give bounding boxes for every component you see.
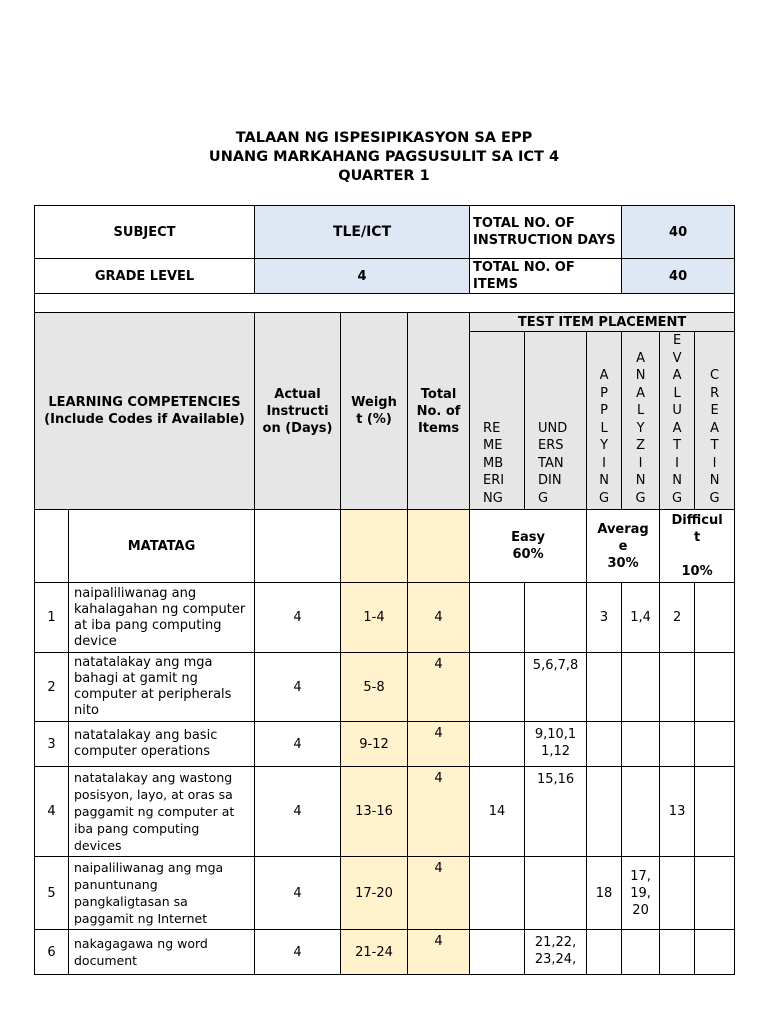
section-days-cell [255,510,341,583]
section-name: MATATAG [69,510,255,583]
items-cell: 4 [408,767,470,857]
weight-cell: 9-12 [341,722,408,767]
creating-cell [695,930,735,975]
remembering-cell: 14 [470,767,525,857]
analyzing-cell: 17, 19, 20 [622,857,660,930]
subject-label: SUBJECT [35,206,255,259]
table-row [35,722,735,767]
evaluating-cell [660,930,695,975]
understanding-cell [525,583,587,653]
analyzing-cell [622,722,660,767]
understanding-cell: 21,22, 23,24, [525,930,587,975]
analyzing-cell [622,653,660,722]
applying-cell: 3 [587,583,622,653]
evaluating-header: E V A L U A T I N G [660,332,695,510]
grade-value: 4 [255,259,470,294]
applying-header: A P P L Y I N G [587,332,622,510]
subject-value: TLE/ICT [255,206,470,259]
weight-cell: 5-8 [341,653,408,722]
table-row [35,653,735,722]
analyzing-cell: 1,4 [622,583,660,653]
analyzing-cell [622,767,660,857]
items-cell: 4 [408,857,470,930]
row-number: 3 [35,722,69,767]
items-cell: 4 [408,653,470,722]
items-label: TOTAL NO. OF ITEMS [470,259,622,294]
row-number: 1 [35,583,69,653]
competencies-header: LEARNING COMPETENCIES (Include Codes if Available) [35,313,255,510]
row-number: 4 [35,767,69,857]
section-no-cell [35,510,69,583]
info-row-subject [35,206,735,259]
weight-cell: 17-20 [341,857,408,930]
evaluating-cell: 13 [660,767,695,857]
days-cell: 4 [255,767,341,857]
understanding-cell: 15,16 [525,767,587,857]
average-label: Averag e 30% [587,510,660,583]
grade-label: GRADE LEVEL [35,259,255,294]
table-of-specifications [34,205,735,975]
table-row [35,767,735,857]
section-row [35,510,735,583]
row-number: 5 [35,857,69,930]
competency-text: natatalakay ang mga bahagi at gamit ng computer at peripherals nito [69,653,255,722]
analyzing-cell [622,930,660,975]
section-weight-cell [341,510,408,583]
understanding-header: UND ERS TAN DIN G [525,332,587,510]
competency-text: naipaliliwanag ang kahalagahan ng computer at iba pang computing device [69,583,255,653]
creating-cell [695,722,735,767]
remembering-cell [470,857,525,930]
creating-cell [695,653,735,722]
understanding-cell [525,857,587,930]
days-cell: 4 [255,583,341,653]
easy-label: Easy 60% [470,510,587,583]
spacer-cell [35,294,735,313]
row-number: 6 [35,930,69,975]
evaluating-cell [660,722,695,767]
weight-header: Weigh t (%) [341,313,408,510]
analyzing-header: A N A L Y Z I N G [622,332,660,510]
header-row-1 [35,313,735,332]
evaluating-cell [660,653,695,722]
row-number: 2 [35,653,69,722]
info-row-grade [35,259,735,294]
understanding-cell: 5,6,7,8 [525,653,587,722]
weight-cell: 1-4 [341,583,408,653]
applying-cell [587,767,622,857]
table-row [35,930,735,975]
weight-cell: 21-24 [341,930,408,975]
instruction-days-value: 40 [622,206,735,259]
difficult-label: Difficul t 10% [660,510,735,583]
items-cell: 4 [408,583,470,653]
title-line-1: TALAAN NG ISPESIPIKASYON SA EPP [235,130,533,146]
competency-text: natatalakay ang basic computer operations [69,722,255,767]
table-row [35,857,735,930]
days-cell: 4 [255,857,341,930]
creating-cell [695,583,735,653]
competency-text: naipaliliwanag ang mga panuntunang pangkaligtasan sa paggamit ng Internet [69,857,255,930]
creating-cell [695,767,735,857]
days-cell: 4 [255,653,341,722]
applying-cell: 18 [587,857,622,930]
days-cell: 4 [255,722,341,767]
creating-cell [695,857,735,930]
total-items-header: Total No. of Items [408,313,470,510]
items-cell: 4 [408,722,470,767]
applying-cell [587,930,622,975]
title-line-2: UNANG MARKAHANG PAGSUSULIT SA ICT 4 [208,149,560,165]
section-items-cell [408,510,470,583]
items-cell: 4 [408,930,470,975]
competency-text: natatalakay ang wastong posisyon, layo, at oras sa paggamit ng computer at iba pang computing devices [69,767,255,857]
weight-cell: 13-16 [341,767,408,857]
instruction-days-label: TOTAL NO. OF INSTRUCTION DAYS [470,206,622,259]
items-value: 40 [622,259,735,294]
creating-header: C R E A T I N G [695,332,735,510]
remembering-cell [470,653,525,722]
title-line-3: QUARTER 1 [338,168,430,184]
remembering-cell [470,722,525,767]
table-row [35,583,735,653]
evaluating-cell: 2 [660,583,695,653]
test-item-placement-header: TEST ITEM PLACEMENT [470,313,735,332]
actual-days-header: Actual Instructi on (Days) [255,313,341,510]
competency-text: nakagagawa ng word document [69,930,255,975]
spacer-row [35,294,735,313]
days-cell: 4 [255,930,341,975]
understanding-cell: 9,10,1 1,12 [525,722,587,767]
applying-cell [587,653,622,722]
applying-cell [587,722,622,767]
remembering-header: RE ME MB ERI NG [470,332,525,510]
remembering-cell [470,583,525,653]
evaluating-cell [660,857,695,930]
remembering-cell [470,930,525,975]
